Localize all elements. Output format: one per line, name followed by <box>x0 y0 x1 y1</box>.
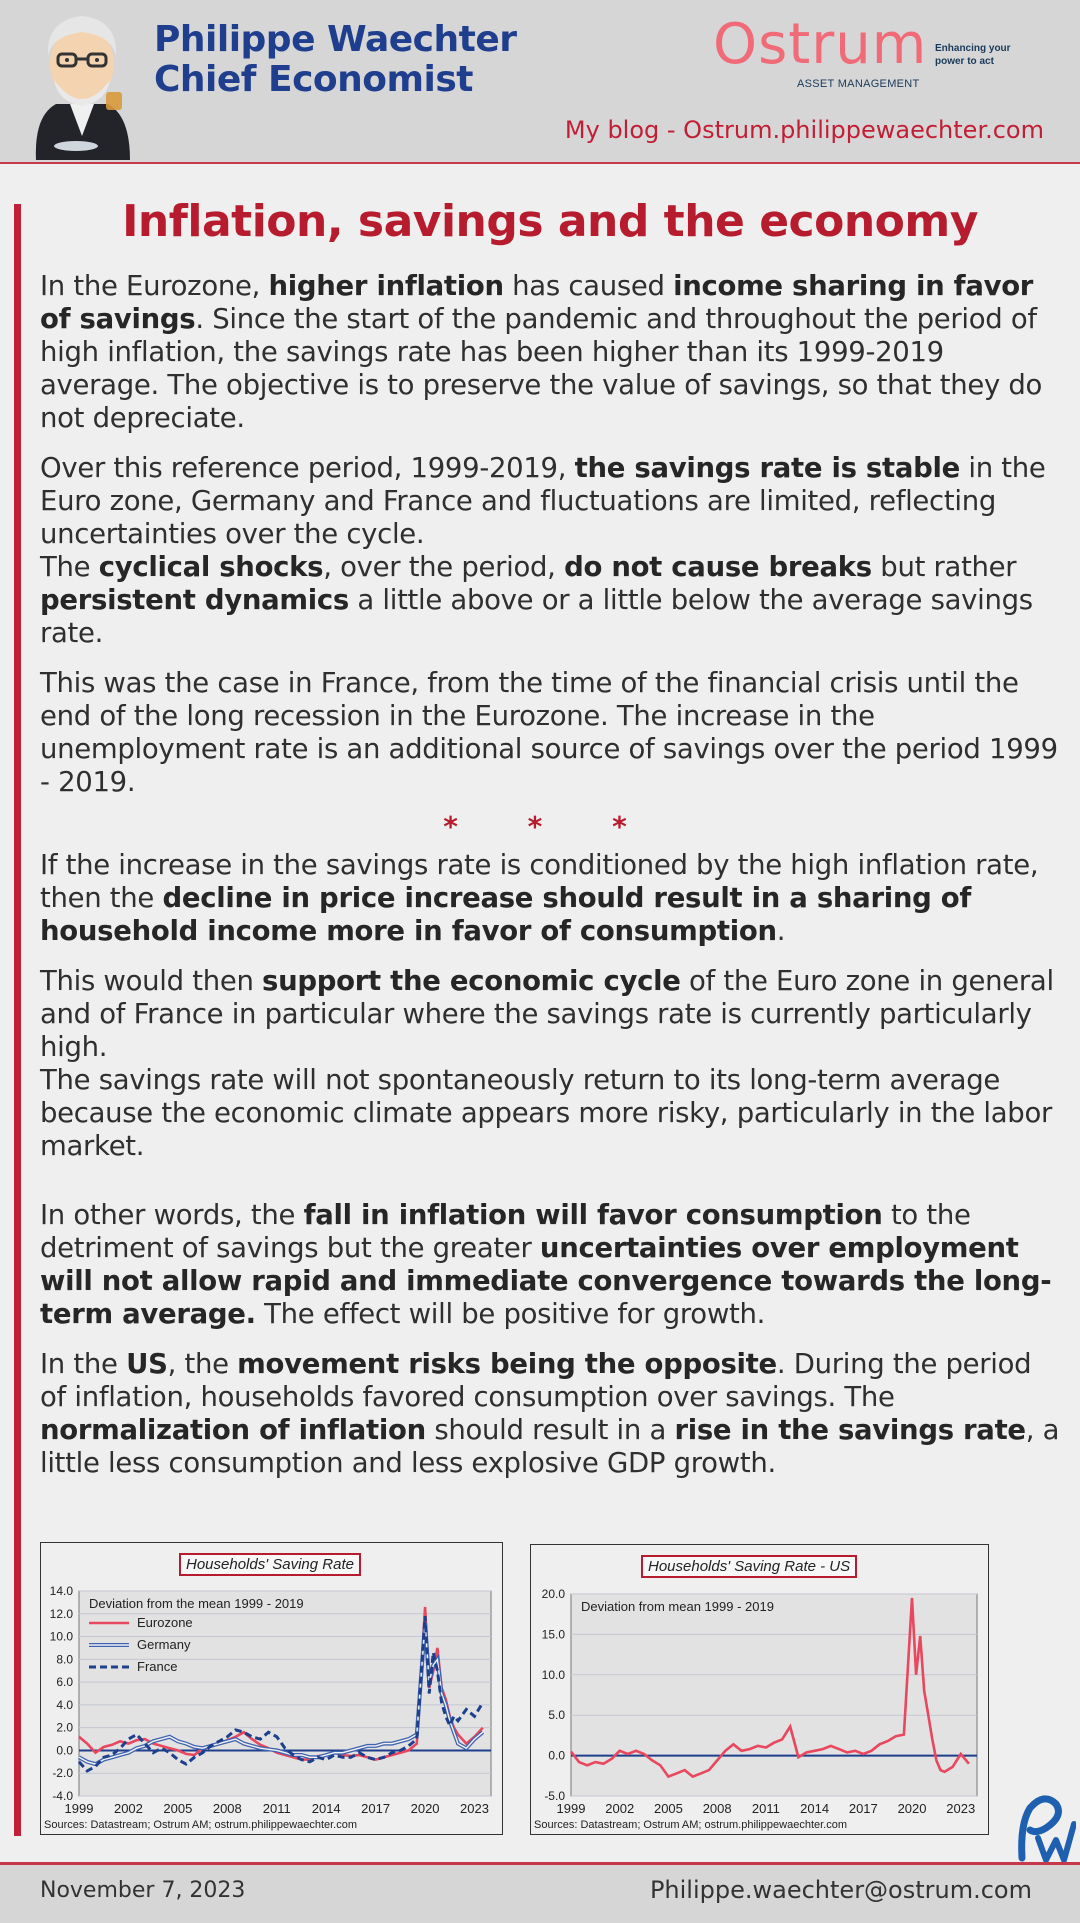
legend-label-eurozone: Eurozone <box>137 1615 193 1630</box>
x-tick-label: 2014 <box>800 1801 830 1816</box>
y-tick-label: 12.0 <box>49 1606 73 1621</box>
body-text: to the detriment of savings but the greater <box>40 1199 971 1264</box>
emphasis-text: US <box>126 1348 168 1380</box>
body-text: If the increase in the savings rate is conditioned by the high inflation rate, then the <box>40 849 1039 914</box>
x-tick-label: 2008 <box>212 1801 242 1816</box>
body-text: Over this reference period, 1999-2019, <box>40 452 575 484</box>
y-tick-label: 10.0 <box>541 1667 565 1682</box>
paragraph-3 <box>40 667 1060 799</box>
x-tick-label: 2005 <box>653 1801 683 1816</box>
emphasis-text: persistent dynamics <box>40 584 349 616</box>
body-text: has caused <box>503 270 674 302</box>
chart-eurozone-title: Households' Saving Rate <box>179 1553 361 1576</box>
author-title-line2: Chief Economist <box>154 59 474 100</box>
y-tick-label: 4.0 <box>56 1697 73 1712</box>
body-text: This would then <box>40 965 263 997</box>
emphasis-text: uncertainties over employment will not allow rapid and immediate convergence towards the long-term average. <box>40 1232 1052 1330</box>
legend-label-germany: Germany <box>137 1637 191 1652</box>
chart-annotation: Deviation from mean 1999 - 2019 <box>581 1599 774 1614</box>
x-tick-label: 2011 <box>262 1801 291 1816</box>
body-text: of the Euro zone in general and of France in particular where the savings rate is currently particularly high. <box>40 965 1054 1063</box>
page-title: Inflation, savings and the economy <box>122 196 978 247</box>
article-body <box>40 270 1060 1497</box>
body-text: The effect will be positive for growth. <box>255 1298 766 1330</box>
chart-eurozone <box>40 1542 503 1835</box>
x-tick-label: 2011 <box>751 1801 780 1816</box>
y-tick-label: 10.0 <box>49 1629 73 1644</box>
emphasis-text: movement risks being the opposite <box>237 1348 777 1380</box>
plot-area <box>571 1594 977 1796</box>
chart-annotation: Deviation from the mean 1999 - 2019 <box>89 1596 304 1611</box>
x-tick-label: 2017 <box>848 1801 878 1816</box>
body-text: . <box>776 915 786 947</box>
x-tick-label: 1999 <box>64 1801 94 1816</box>
x-tick-label: 2008 <box>702 1801 732 1816</box>
author-name <box>154 20 517 100</box>
y-tick-label: 15.0 <box>541 1627 565 1642</box>
emphasis-text: higher inflation <box>268 270 504 302</box>
emphasis-text: income sharing in favor of savings <box>40 270 1034 335</box>
y-tick-label: 0.0 <box>56 1743 73 1758</box>
emphasis-text: rise in the savings rate <box>674 1414 1026 1446</box>
blog-link[interactable]: My blog - Ostrum.philippewaechter.com <box>564 116 1044 144</box>
ostrum-logo <box>713 12 1013 92</box>
header <box>0 0 1080 164</box>
body-text: The <box>40 551 99 583</box>
body-text: , over the period, <box>323 551 565 583</box>
x-tick-label: 2023 <box>946 1801 976 1816</box>
x-tick-label: 2014 <box>311 1801 341 1816</box>
emphasis-text: fall in inflation will favor consumption <box>303 1199 883 1231</box>
x-tick-label: 2020 <box>410 1801 440 1816</box>
body-text: In the <box>40 1348 127 1380</box>
paragraph-6 <box>40 1199 1060 1331</box>
legend-label-france: France <box>137 1659 178 1674</box>
body-text: The savings rate will not spontaneously return to its long-term average because the economic climate appears more risky, particularly in the labor market. <box>40 1064 1052 1162</box>
paragraph-2 <box>40 452 1060 650</box>
x-tick-label: 2017 <box>361 1801 391 1816</box>
paragraph-5 <box>40 965 1060 1163</box>
x-tick-label: 2005 <box>163 1801 193 1816</box>
y-tick-label: 2.0 <box>56 1720 73 1735</box>
body-text: should result in a <box>425 1414 675 1446</box>
emphasis-text: do not cause breaks <box>564 551 872 583</box>
author-name-line1: Philippe Waechter <box>154 19 517 60</box>
chart-us-svg <box>531 1545 988 1834</box>
body-text: . During the period of inflation, households favored consumption over savings. The <box>40 1348 1032 1413</box>
emphasis-text: support the economic cycle <box>262 965 681 997</box>
body-text: in the Euro zone, Germany and France and fluctuations are limited, reflecting uncertainties over the cycle. <box>40 452 1046 550</box>
x-tick-label: 2020 <box>897 1801 927 1816</box>
body-text: a little above or a little below the average savings rate. <box>40 584 1033 649</box>
y-tick-label: -2.0 <box>52 1766 73 1781</box>
y-tick-label: -5.0 <box>544 1789 565 1803</box>
paragraph-1 <box>40 270 1060 435</box>
paragraph-7 <box>40 1348 1060 1480</box>
author-email[interactable]: Philippe.waechter@ostrum.com <box>649 1876 1032 1904</box>
y-tick-label: 14.0 <box>49 1584 73 1598</box>
body-text: In other words, the <box>40 1199 304 1231</box>
body-text: , a little less consumption and less explosive GDP growth. <box>40 1414 1060 1479</box>
chart-us <box>530 1544 989 1835</box>
emphasis-text: normalization of inflation <box>40 1414 426 1446</box>
y-tick-label: 0.0 <box>548 1748 565 1763</box>
chart-eurozone-svg <box>41 1543 502 1834</box>
emphasis-text: decline in price increase should result in a sharing of household income more in favor of consumption <box>40 882 972 947</box>
body-text: , the <box>167 1348 238 1380</box>
emphasis-text: cyclical shocks <box>98 551 324 583</box>
x-tick-label: 2002 <box>605 1801 635 1816</box>
logo-text: Ostrum <box>713 12 928 77</box>
chart-eurozone-source: Sources: Datastream; Ostrum AM; ostrum.philippewaechter.com <box>44 1819 358 1831</box>
y-tick-label: 20.0 <box>541 1587 565 1601</box>
y-tick-label: 8.0 <box>56 1652 73 1667</box>
logo-subtitle: ASSET MANAGEMENT <box>797 78 920 90</box>
y-tick-label: -4.0 <box>52 1789 73 1803</box>
pw-signature-logo <box>1016 1794 1076 1864</box>
y-tick-label: 6.0 <box>56 1675 73 1690</box>
logo-tagline: Enhancing your power to act <box>935 43 1011 67</box>
body-text: but rather <box>871 551 1017 583</box>
body-text: In the Eurozone, <box>40 270 269 302</box>
chart-us-source: Sources: Datastream; Ostrum AM; ostrum.philippewaechter.com <box>534 1819 848 1831</box>
chart-us-title: Households' Saving Rate - US <box>641 1555 857 1578</box>
x-tick-label: 1999 <box>556 1801 586 1816</box>
publish-date: November 7, 2023 <box>40 1878 246 1903</box>
emphasis-text: the savings rate is stable <box>574 452 960 484</box>
paragraph-4 <box>40 849 1060 948</box>
left-accent-bar <box>14 204 21 1836</box>
body-text: . Since the start of the pandemic and throughout the period of high inflation, the savings rate has been higher than its 1999-2019 average. The objective is to preserve the value of savings, so that they do not depreciate. <box>40 303 1043 434</box>
body-text: This was the case in France, from the time of the financial crisis until the end of the long recession in the Eurozone. The increase in the unemployment rate is an additional source of savings over the period 1999 - 2019. <box>40 667 1058 798</box>
x-tick-label: 2002 <box>113 1801 143 1816</box>
x-tick-label: 2023 <box>460 1801 489 1816</box>
section-divider-stars: * * * <box>443 810 657 843</box>
y-tick-label: 5.0 <box>548 1708 565 1723</box>
avatar-illustration <box>26 6 138 160</box>
